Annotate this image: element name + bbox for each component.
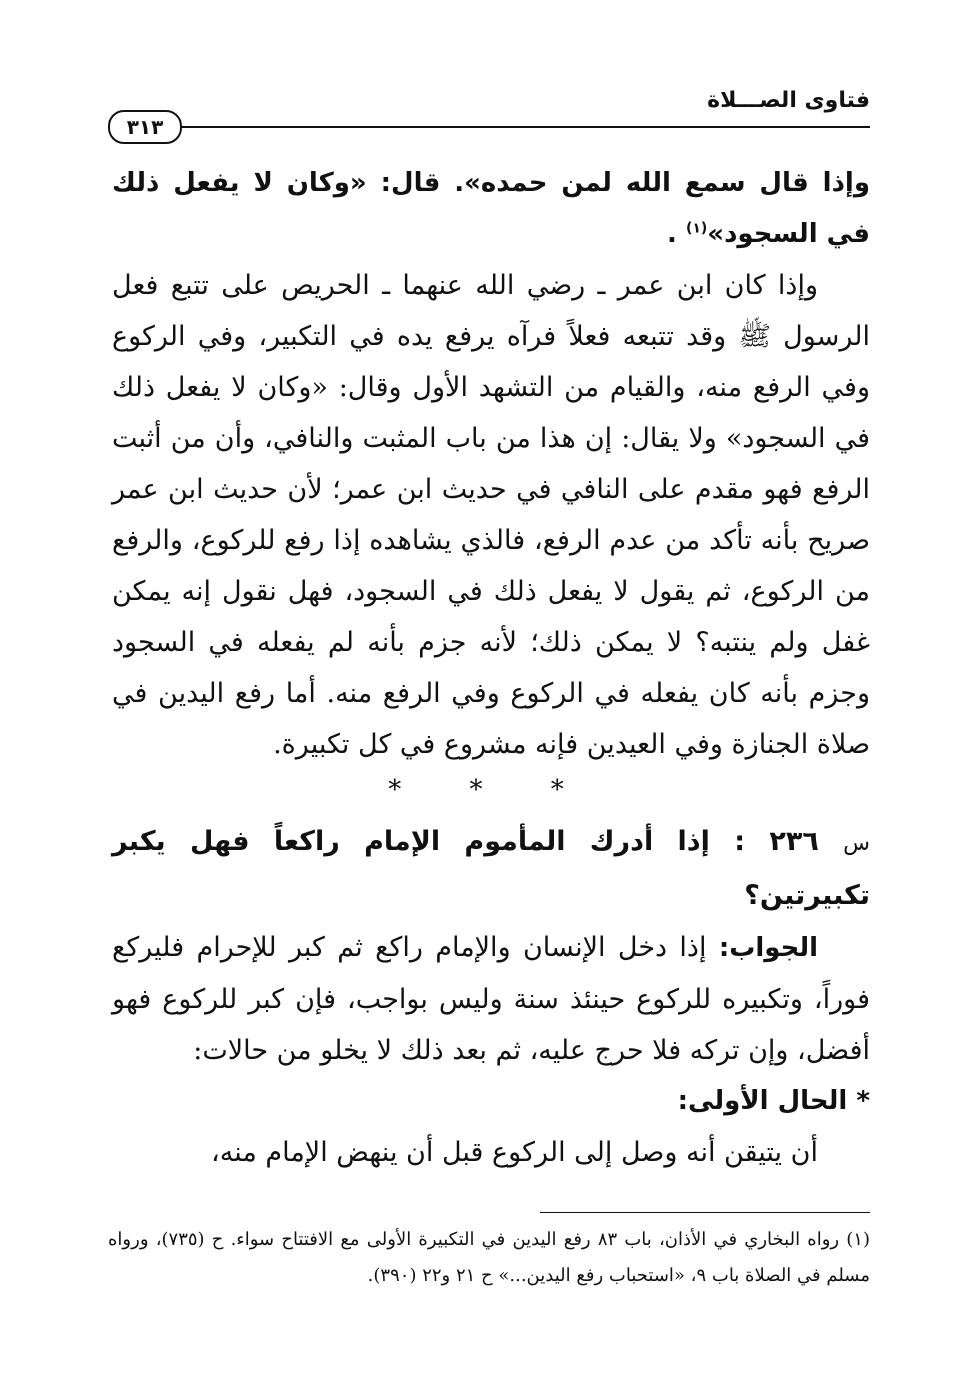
question-number: ٢٣٦ bbox=[769, 826, 819, 857]
answer-label: الجواب: bbox=[718, 933, 818, 963]
question-heading bbox=[112, 816, 870, 922]
footnote-rule bbox=[540, 1212, 870, 1213]
question-mark: س bbox=[843, 831, 871, 856]
answer-text: إذا دخل الإنسان والإمام راكع ثم كبر للإحرام فليركع فوراً، وتكبيره للركوع حينئذ سنة وليس بواجب، فإن كبر للركوع فهو أفضل، وإن تركه فلا حرج عليه، ثم بعد ذلك لا يخلو من حالات: bbox=[112, 932, 870, 1066]
answer-paragraph bbox=[112, 922, 870, 1076]
question-colon: : bbox=[734, 826, 746, 857]
question-text: إذا أدرك المأموم الإمام راكعاً فهل يكبر تكبيرتين؟ bbox=[112, 826, 870, 911]
case-text: أن يتيقن أنه وصل إلى الركوع قبل أن ينهض الإمام منه، bbox=[211, 1137, 818, 1168]
case-heading: * الحال الأولى: bbox=[677, 1086, 870, 1116]
footnotes bbox=[108, 1222, 870, 1294]
section-separator: * * * bbox=[388, 775, 594, 805]
header-rule bbox=[174, 126, 870, 128]
running-title: فتاوى الصـــلاة bbox=[707, 88, 870, 113]
main-text bbox=[112, 158, 870, 1178]
footnote-reference: (١) bbox=[685, 220, 708, 237]
paragraph-1-text: وإذا قال سمع الله لمن حمده». قال: «وكان لا يفعل ذلك في السجود» bbox=[112, 168, 870, 249]
page-number: ٣١٣ bbox=[108, 110, 182, 144]
footnote-1: (١) رواه البخاري في الأذان، باب ٨٣ رفع اليدين في التكبيرة الأولى مع الافتتاح سواء. ح (٧٣٥)، ورواه مسلم في الصلاة باب ٩، «استحباب رفع اليدين...» ح ٢١ و٢٢ (٣٩٠). bbox=[108, 1229, 870, 1286]
paragraph-1-end: . bbox=[667, 219, 686, 249]
page-header bbox=[108, 86, 870, 146]
paragraph-1 bbox=[112, 158, 870, 260]
paragraph-2: وإذا كان ابن عمر ـ رضي الله عنهما ـ الحريص على تتبع فعل الرسول ﷺ وقد تتبعه فعلاً فرآه يرفع يده في التكبير، وفي الركوع وفي الرفع منه، والقيام من التشهد الأول وقال: «وكان لا يفعل ذلك في السجود» ولا يقال: إن هذا من باب المثبت والنافي، وأن من أثبت الرفع فهو مقدم على النافي في حديث ابن عمر؛ لأن حديث ابن عمر صريح بأنه تأكد من عدم الرفع، فالذي يشاهده إذا رفع للركوع، والرفع من الركوع، ثم يقول لا يفعل ذلك في السجود، فهل نقول إنه يمكن غفل ولم ينتبه؟ لا يمكن ذلك؛ لأنه جزم بأنه لم يفعله في السجود وجزم بأنه كان يفعله في الركوع وفي الرفع منه. أما رفع اليدين في صلاة الجنازة وفي العيدين فإنه مشروع في كل تكبيرة. bbox=[112, 270, 870, 760]
